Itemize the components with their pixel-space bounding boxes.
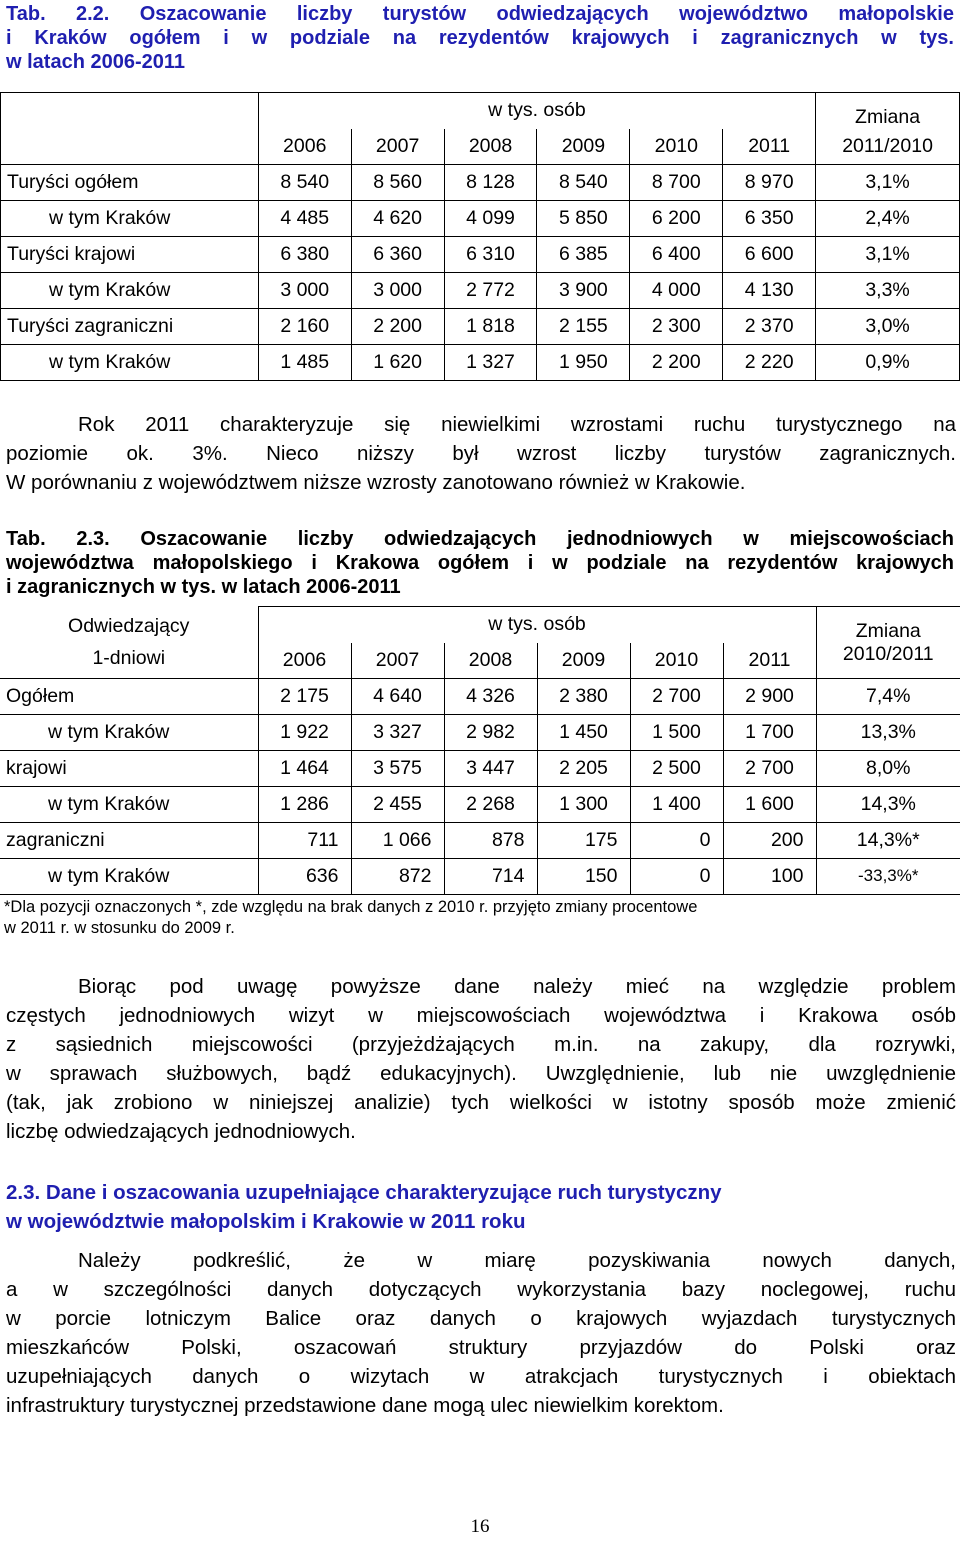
cell: 2 200 bbox=[351, 309, 444, 345]
table2-change-period: 2010/2011 bbox=[816, 643, 960, 679]
change-cell: 3,3% bbox=[816, 273, 960, 309]
cell: 2 982 bbox=[444, 714, 537, 750]
change-cell: 0,9% bbox=[816, 345, 960, 381]
change-cell: 3,0% bbox=[816, 309, 960, 345]
table2-unit-header: w tys. osób bbox=[258, 607, 816, 643]
table1-year-header: 2007 bbox=[351, 129, 444, 165]
table-row bbox=[1, 165, 960, 201]
cell: 2 700 bbox=[630, 678, 723, 714]
cell: 6 400 bbox=[630, 237, 723, 273]
cell: 2 268 bbox=[444, 786, 537, 822]
cell: 200 bbox=[723, 822, 816, 858]
row-label: Turyści krajowi bbox=[1, 237, 259, 273]
change-cell: 14,3%* bbox=[816, 822, 960, 858]
cell: 1 950 bbox=[537, 345, 630, 381]
table1-corner bbox=[1, 93, 259, 165]
cell: 3 575 bbox=[351, 750, 444, 786]
cell: 6 385 bbox=[537, 237, 630, 273]
table-row bbox=[0, 858, 960, 894]
paragraph-line: a w szczególności danych dotyczących wykorzystania bazy noclegowej, ruchu bbox=[6, 1278, 956, 1301]
paragraph-line: z sąsiednich miejscowości (przyjeżdżających m.in. na zakupy, dla rozrywki, bbox=[6, 1033, 956, 1056]
paragraph-line: w porcie lotniczym Balice oraz danych o krajowych wyjazdach turystycznych bbox=[6, 1307, 956, 1330]
cell: 711 bbox=[258, 822, 351, 858]
cell: 2 200 bbox=[630, 345, 723, 381]
cell: 175 bbox=[537, 822, 630, 858]
cell: 1 485 bbox=[258, 345, 351, 381]
paragraph-line: liczbę odwiedzających jednodniowych. bbox=[6, 1120, 356, 1143]
table2-year-header: 2007 bbox=[351, 643, 444, 679]
change-cell: 2,4% bbox=[816, 201, 960, 237]
table1-caption-line: Tab. 2.2. Oszacowanie liczby turystów odwiedzających województwo małopolskie bbox=[6, 3, 954, 25]
table-row bbox=[0, 714, 960, 750]
cell: 714 bbox=[444, 858, 537, 894]
table1-year-header: 2008 bbox=[444, 129, 537, 165]
cell: 2 370 bbox=[723, 309, 816, 345]
change-cell: 3,1% bbox=[816, 237, 960, 273]
table2-caption-line: Tab. 2.3. Oszacowanie liczby odwiedzających jednodniowych w miejscowościach bbox=[6, 528, 954, 550]
paragraph-line: (tak, jak zrobiono w niniejszej analizie) tych wielkości w istotny sposób może zmienić bbox=[6, 1091, 956, 1114]
table2-row-header-line1: Odwiedzający bbox=[68, 615, 190, 637]
paragraph-line: poziomie ok. 3%. Nieco niższy był wzrost liczby turystów zagranicznych. bbox=[6, 442, 956, 465]
cell: 1 066 bbox=[351, 822, 444, 858]
table1-year-header: 2010 bbox=[630, 129, 723, 165]
table-row bbox=[0, 750, 960, 786]
table2-year-header: 2009 bbox=[537, 643, 630, 679]
cell: 1 450 bbox=[537, 714, 630, 750]
table1-change-period: 2011/2010 bbox=[816, 129, 960, 165]
table-row bbox=[0, 786, 960, 822]
cell: 2 500 bbox=[630, 750, 723, 786]
cell: 1 818 bbox=[444, 309, 537, 345]
table2-row-header bbox=[0, 607, 258, 679]
table-row bbox=[1, 309, 960, 345]
cell: 872 bbox=[351, 858, 444, 894]
table-row bbox=[0, 678, 960, 714]
table2 bbox=[0, 606, 960, 895]
cell: 8 128 bbox=[444, 165, 537, 201]
table2-year-header: 2006 bbox=[258, 643, 351, 679]
table2-caption-line: województwa małopolskiego i Krakowa ogółem i w podziale na rezydentów krajowych bbox=[6, 552, 954, 574]
paragraph-1 bbox=[6, 410, 956, 497]
cell: 1 620 bbox=[351, 345, 444, 381]
table1-year-header: 2011 bbox=[723, 129, 816, 165]
row-label: Ogółem bbox=[0, 678, 258, 714]
table2-year-header: 2011 bbox=[723, 643, 816, 679]
cell: 4 326 bbox=[444, 678, 537, 714]
cell: 878 bbox=[444, 822, 537, 858]
cell: 2 900 bbox=[723, 678, 816, 714]
change-cell: 14,3% bbox=[816, 786, 960, 822]
cell: 2 175 bbox=[258, 678, 351, 714]
cell: 2 455 bbox=[351, 786, 444, 822]
cell: 2 772 bbox=[444, 273, 537, 309]
paragraph-3 bbox=[6, 1246, 956, 1420]
cell: 8 970 bbox=[723, 165, 816, 201]
cell: 6 380 bbox=[258, 237, 351, 273]
change-cell: 13,3% bbox=[816, 714, 960, 750]
footnote-line: w 2011 r. w stosunku do 2009 r. bbox=[4, 919, 235, 937]
cell: 4 000 bbox=[630, 273, 723, 309]
cell: 6 350 bbox=[723, 201, 816, 237]
row-label: w tym Kraków bbox=[1, 201, 259, 237]
cell: 3 000 bbox=[351, 273, 444, 309]
cell: 3 327 bbox=[351, 714, 444, 750]
table2-footnote bbox=[4, 897, 904, 939]
row-label: Turyści ogółem bbox=[1, 165, 259, 201]
cell: 3 900 bbox=[537, 273, 630, 309]
table1-year-header: 2009 bbox=[537, 129, 630, 165]
cell: 3 447 bbox=[444, 750, 537, 786]
row-label: w tym Kraków bbox=[0, 714, 258, 750]
cell: 636 bbox=[258, 858, 351, 894]
cell: 2 300 bbox=[630, 309, 723, 345]
paragraph-line: Rok 2011 charakteryzuje się niewielkimi wzrostami ruchu turystycznego na bbox=[78, 413, 956, 436]
cell: 4 130 bbox=[723, 273, 816, 309]
cell: 1 286 bbox=[258, 786, 351, 822]
cell: 8 700 bbox=[630, 165, 723, 201]
cell: 1 327 bbox=[444, 345, 537, 381]
section-heading-line: 2.3. Dane i oszacowania uzupełniające charakteryzujące ruch turystyczny bbox=[6, 1181, 722, 1204]
change-cell: 7,4% bbox=[816, 678, 960, 714]
cell: 4 640 bbox=[351, 678, 444, 714]
cell: 0 bbox=[630, 822, 723, 858]
section-heading-line: w województwie małopolskim i Krakowie w 2011 roku bbox=[6, 1210, 526, 1233]
cell: 4 485 bbox=[258, 201, 351, 237]
cell: 2 700 bbox=[723, 750, 816, 786]
table1-caption-line: i Kraków ogółem i w podziale na rezydentów krajowych i zagranicznych w tys. bbox=[6, 27, 954, 49]
cell: 5 850 bbox=[537, 201, 630, 237]
row-label: w tym Kraków bbox=[1, 345, 259, 381]
cell: 4 099 bbox=[444, 201, 537, 237]
paragraph-line: Należy podkreślić, że w miarę pozyskiwania nowych danych, bbox=[78, 1249, 956, 1272]
row-label: krajowi bbox=[0, 750, 258, 786]
change-cell: 8,0% bbox=[816, 750, 960, 786]
section-heading bbox=[6, 1178, 956, 1236]
cell: 2 160 bbox=[258, 309, 351, 345]
cell: 2 155 bbox=[537, 309, 630, 345]
table1-year-header: 2006 bbox=[258, 129, 351, 165]
table1-caption-line: w latach 2006-2011 bbox=[6, 51, 186, 73]
paragraph-2 bbox=[6, 972, 956, 1146]
paragraph-line: mieszkańców Polski, oszacowań struktury przyjazdów do Polski oraz bbox=[6, 1336, 956, 1359]
cell: 8 540 bbox=[537, 165, 630, 201]
table-row bbox=[1, 345, 960, 381]
table2-year-header: 2008 bbox=[444, 643, 537, 679]
change-cell: -33,3%* bbox=[816, 858, 960, 894]
cell: 1 500 bbox=[630, 714, 723, 750]
cell: 4 620 bbox=[351, 201, 444, 237]
cell: 2 220 bbox=[723, 345, 816, 381]
cell: 6 310 bbox=[444, 237, 537, 273]
table2-caption bbox=[6, 527, 954, 599]
paragraph-line: uzupełniających danych o wizytach w atrakcjach turystycznych i obiektach bbox=[6, 1365, 956, 1388]
cell: 8 540 bbox=[258, 165, 351, 201]
change-cell: 3,1% bbox=[816, 165, 960, 201]
cell: 0 bbox=[630, 858, 723, 894]
table1-body bbox=[1, 165, 960, 381]
cell: 150 bbox=[537, 858, 630, 894]
paragraph-line: W porównaniu z województwem niższe wzrosty zanotowano również w Krakowie. bbox=[6, 471, 746, 494]
table2-year-header: 2010 bbox=[630, 643, 723, 679]
table1-change-header: Zmiana bbox=[816, 93, 960, 129]
paragraph-line: Biorąc pod uwagę powyższe dane należy mieć na względzie problem bbox=[78, 975, 956, 998]
cell: 3 000 bbox=[258, 273, 351, 309]
footnote-line: *Dla pozycji oznaczonych *, zde względu na brak danych z 2010 r. przyjęto zmiany procentowe bbox=[4, 898, 698, 916]
table-row bbox=[1, 201, 960, 237]
table1 bbox=[0, 92, 960, 381]
cell: 2 205 bbox=[537, 750, 630, 786]
page-number: 16 bbox=[470, 1516, 490, 1537]
table2-change-header: Zmiana bbox=[816, 607, 960, 643]
cell: 1 922 bbox=[258, 714, 351, 750]
table-row bbox=[1, 273, 960, 309]
cell: 1 600 bbox=[723, 786, 816, 822]
table2-row-header-line2: 1-dniowi bbox=[92, 647, 166, 669]
row-label: w tym Kraków bbox=[1, 273, 259, 309]
table1-caption bbox=[6, 2, 954, 74]
cell: 6 600 bbox=[723, 237, 816, 273]
cell: 2 380 bbox=[537, 678, 630, 714]
row-label: w tym Kraków bbox=[0, 786, 258, 822]
table2-caption-line: i zagranicznych w tys. w latach 2006-2011 bbox=[6, 576, 401, 598]
cell: 1 464 bbox=[258, 750, 351, 786]
paragraph-line: infrastruktury turystycznej przedstawione dane mogą ulec niewielkim korektom. bbox=[6, 1394, 724, 1417]
row-label: zagraniczni bbox=[0, 822, 258, 858]
cell: 6 360 bbox=[351, 237, 444, 273]
cell: 6 200 bbox=[630, 201, 723, 237]
table-row bbox=[0, 822, 960, 858]
table1-unit-header: w tys. osób bbox=[258, 93, 815, 129]
cell: 1 300 bbox=[537, 786, 630, 822]
row-label: Turyści zagraniczni bbox=[1, 309, 259, 345]
cell: 1 400 bbox=[630, 786, 723, 822]
row-label: w tym Kraków bbox=[0, 858, 258, 894]
cell: 100 bbox=[723, 858, 816, 894]
table2-body bbox=[0, 678, 960, 894]
cell: 1 700 bbox=[723, 714, 816, 750]
paragraph-line: w sprawach służbowych, bądź edukacyjnych). Uwzględnienie, lub nie uwzględnienie bbox=[6, 1062, 956, 1085]
paragraph-line: częstych jednodniowych wizyt w miejscowościach województwa i Krakowa osób bbox=[6, 1004, 956, 1027]
cell: 8 560 bbox=[351, 165, 444, 201]
table-row bbox=[1, 237, 960, 273]
